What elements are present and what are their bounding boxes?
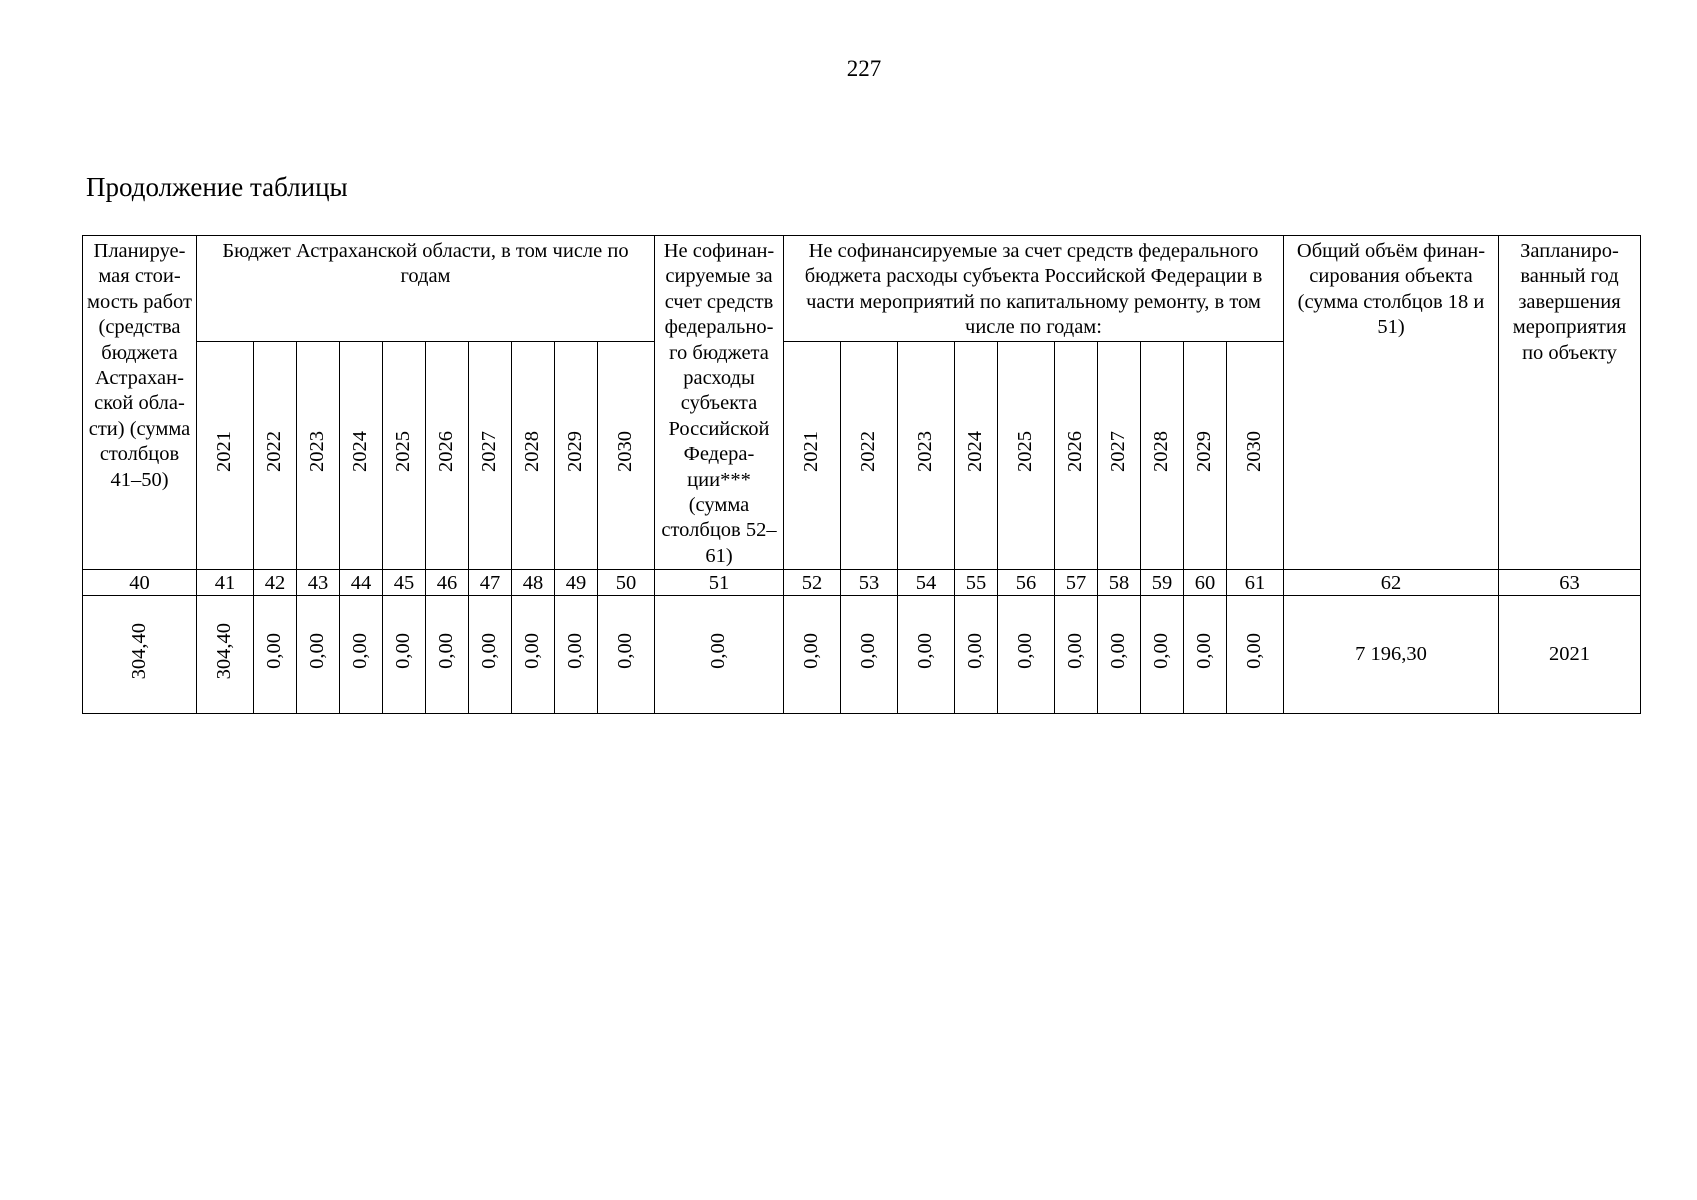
column-number: 60	[1184, 570, 1227, 596]
capital-year-header: 2023	[898, 341, 955, 569]
value-cell: 0,00	[1184, 596, 1227, 714]
value-cell: 0,00	[898, 596, 955, 714]
value-cell: 304,40	[83, 596, 197, 714]
total-financing-value: 7 196,30	[1284, 596, 1499, 714]
column-number: 62	[1284, 570, 1499, 596]
regional-year-header: 2022	[254, 341, 297, 569]
column-number: 49	[555, 570, 598, 596]
column-number: 40	[83, 570, 197, 596]
value-cell: 0,00	[841, 596, 898, 714]
value-cell: 0,00	[340, 596, 383, 714]
value-cell: 0,00	[598, 596, 655, 714]
value-cell: 0,00	[555, 596, 598, 714]
column-number: 50	[598, 570, 655, 596]
capital-year-header: 2029	[1184, 341, 1227, 569]
column-number: 52	[784, 570, 841, 596]
header-total-financing: Общий объём финан-сирования объекта (сумма столбцов 18 и 51)	[1284, 236, 1499, 570]
column-number: 58	[1098, 570, 1141, 596]
value-cell: 0,00	[383, 596, 426, 714]
regional-year-header: 2028	[512, 341, 555, 569]
value-cell: 0,00	[1141, 596, 1184, 714]
capital-year-header: 2027	[1098, 341, 1141, 569]
value-cell: 304,40	[197, 596, 254, 714]
value-cell: 0,00	[426, 596, 469, 714]
column-number: 54	[898, 570, 955, 596]
regional-year-header: 2021	[197, 341, 254, 569]
table-row	[83, 596, 1641, 714]
column-number: 56	[998, 570, 1055, 596]
regional-year-header: 2030	[598, 341, 655, 569]
regional-year-header: 2027	[469, 341, 512, 569]
header-planned-cost: Планируе-мая стои-мость работ (средства бюджета Астрахан-ской обла-сти) (сумма столбцов 41–50)	[83, 236, 197, 570]
regional-year-header: 2025	[383, 341, 426, 569]
regional-year-header: 2023	[297, 341, 340, 569]
regional-year-header: 2026	[426, 341, 469, 569]
value-cell: 0,00	[297, 596, 340, 714]
column-number: 63	[1499, 570, 1641, 596]
column-number: 61	[1227, 570, 1284, 596]
value-cell: 0,00	[998, 596, 1055, 714]
budget-table	[82, 235, 1641, 714]
value-cell: 0,00	[784, 596, 841, 714]
capital-year-header: 2025	[998, 341, 1055, 569]
value-cell: 0,00	[1055, 596, 1098, 714]
column-number: 51	[655, 570, 784, 596]
table-caption: Продолжение таблицы	[86, 172, 348, 202]
column-number: 45	[383, 570, 426, 596]
column-number: 43	[297, 570, 340, 596]
value-cell: 0,00	[655, 596, 784, 714]
column-number: 46	[426, 570, 469, 596]
page-number: 227	[846, 56, 882, 81]
header-not-cofinanced-capital: Не софинансируемые за счет средств федерального бюджета расходы субъекта Российской Федерации в части мероприятий по капитальному ремонту, в том числе по годам:	[784, 236, 1284, 342]
regional-year-header: 2024	[340, 341, 383, 569]
column-number: 44	[340, 570, 383, 596]
column-number: 48	[512, 570, 555, 596]
value-cell: 0,00	[254, 596, 297, 714]
regional-year-header: 2029	[555, 341, 598, 569]
value-cell: 0,00	[955, 596, 998, 714]
capital-year-header: 2024	[955, 341, 998, 569]
value-cell: 0,00	[512, 596, 555, 714]
column-number: 57	[1055, 570, 1098, 596]
completion-year-value: 2021	[1499, 596, 1641, 714]
column-number: 59	[1141, 570, 1184, 596]
value-cell: 0,00	[1227, 596, 1284, 714]
value-cell: 0,00	[469, 596, 512, 714]
value-cell: 0,00	[1098, 596, 1141, 714]
column-number: 55	[955, 570, 998, 596]
column-number: 42	[254, 570, 297, 596]
capital-year-header: 2030	[1227, 341, 1284, 569]
capital-year-header: 2022	[841, 341, 898, 569]
capital-year-header: 2028	[1141, 341, 1184, 569]
header-completion-year: Запланиро-ванный год завершения мероприятия по объекту	[1499, 236, 1641, 570]
column-number: 53	[841, 570, 898, 596]
header-not-cofinanced: Не софинан-сируемые за счет средств федерально-го бюджета расходы субъекта Российской Федера-ции*** (сумма столбцов 52–61)	[655, 236, 784, 570]
capital-year-header: 2026	[1055, 341, 1098, 569]
column-number: 47	[469, 570, 512, 596]
column-number: 41	[197, 570, 254, 596]
capital-year-header: 2021	[784, 341, 841, 569]
column-number-row	[83, 570, 1641, 596]
header-regional-budget: Бюджет Астраханской области, в том числе по годам	[197, 236, 655, 342]
